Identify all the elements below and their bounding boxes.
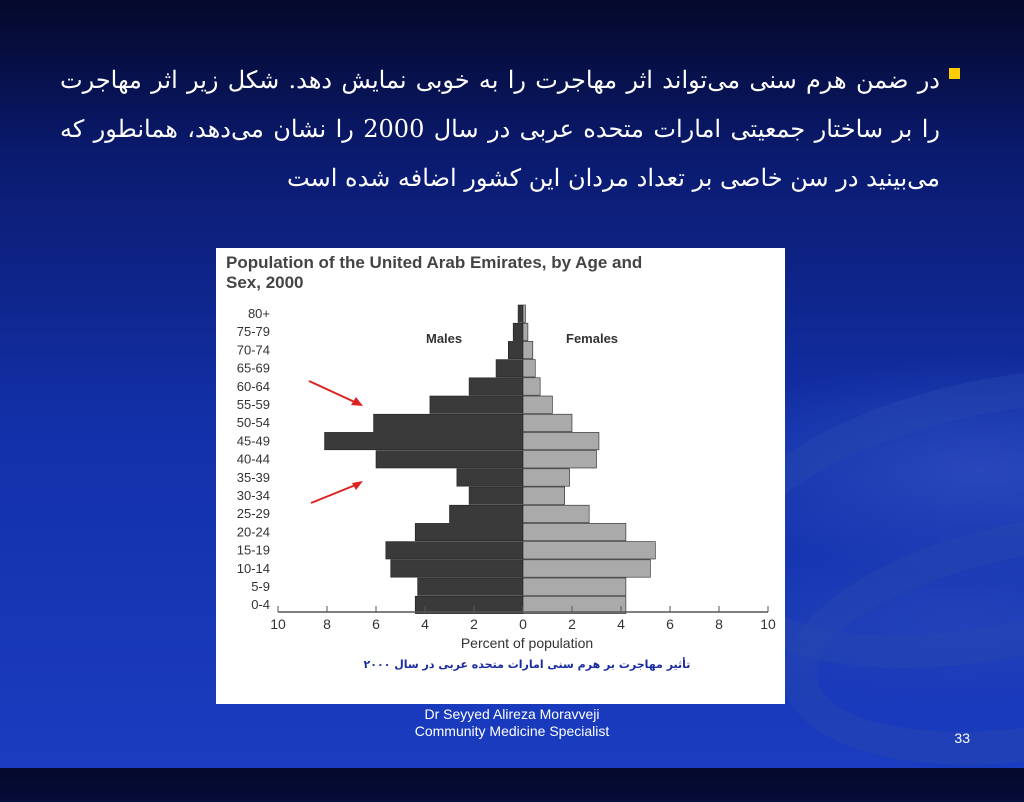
bar-males-55-59 [430, 396, 523, 413]
age-label-25-29: 25-29 [236, 506, 270, 522]
bar-females-5-9 [523, 578, 626, 595]
x-tick-label: 8 [715, 616, 723, 632]
bullet-square [949, 68, 960, 79]
age-label-50-54: 50-54 [236, 415, 270, 431]
x-tick-label: 10 [270, 616, 286, 632]
x-axis-label: Percent of population [460, 635, 594, 651]
chart-title: Population of the United Arab Emirates, by Age and [226, 253, 643, 272]
age-label-35-39: 35-39 [236, 469, 270, 485]
bar-males-10-14 [391, 560, 523, 577]
age-label-30-34: 30-34 [236, 488, 270, 503]
bar-females-60-64 [523, 378, 540, 395]
legend-females: Females [566, 331, 619, 346]
bar-females-25-29 [523, 505, 589, 522]
x-tick-label: 6 [666, 616, 674, 632]
x-tick-label: 4 [617, 616, 625, 632]
bar-females-45-49 [523, 432, 599, 449]
x-tick-label: 0 [519, 616, 527, 632]
bar-males-45-49 [325, 432, 523, 449]
bar-females-75-79 [523, 323, 528, 340]
chart-figure [216, 248, 785, 704]
chart-title-line-2: Sex, 2000 [226, 273, 304, 292]
bar-females-80+ [523, 305, 525, 322]
bar-females-70-74 [523, 341, 533, 358]
bar-males-80+ [518, 305, 523, 322]
bar-males-75-79 [513, 323, 523, 340]
bar-females-65-69 [523, 360, 535, 377]
x-tick-label: 10 [760, 616, 776, 632]
x-tick-label: 8 [323, 616, 331, 632]
bar-males-65-69 [496, 360, 523, 377]
age-label-5-9: 5-9 [251, 579, 270, 594]
age-label-75-79: 75-79 [236, 324, 270, 340]
age-label-15-19: 15-19 [236, 542, 270, 558]
bar-females-20-24 [523, 523, 626, 540]
bar-females-0-4 [523, 596, 626, 613]
x-tick-label: 4 [421, 616, 429, 632]
bar-males-0-4 [415, 596, 523, 613]
bar-females-10-14 [523, 560, 650, 577]
x-tick-label: 2 [470, 616, 478, 632]
age-label-0-4: 0-4 [251, 597, 270, 613]
slide-paragraph: در ضمن هرم سنی می‌تواند اثر مهاجرت را به خوبی نمایش دهد. شکل زیر اثر مهاجرت را بر ساختار جمعیتی امارات متحده عربی در سال 2000 را نشان می‌دهد، همانطور که می‌بینید در سن خاصی بر تعداد مردان این کشور اضافه شده است [60, 66, 941, 192]
bar-males-30-34 [469, 487, 523, 504]
bar-males-20-24 [415, 523, 523, 540]
bar-males-15-19 [386, 542, 523, 559]
bar-females-15-19 [523, 542, 655, 559]
bar-females-40-44 [523, 451, 597, 468]
bar-males-70-74 [508, 341, 523, 358]
age-label-20-24: 20-24 [236, 524, 270, 540]
x-tick-label: 6 [372, 616, 380, 632]
bar-males-5-9 [418, 578, 523, 595]
age-label-70-74: 70-74 [236, 342, 270, 358]
x-tick-label: 2 [568, 616, 576, 632]
bar-females-50-54 [523, 414, 572, 431]
legend-males: Males [426, 331, 463, 346]
footer-role: Community Medicine Specialist [414, 723, 610, 739]
age-label-65-69: 65-69 [236, 360, 270, 376]
age-label-10-14: 10-14 [236, 560, 270, 576]
bar-males-50-54 [374, 414, 523, 431]
footer-credit [370, 706, 654, 740]
bar-males-40-44 [376, 451, 523, 468]
age-label-45-49: 45-49 [236, 433, 270, 449]
bar-males-25-29 [450, 505, 524, 522]
bar-females-35-39 [523, 469, 570, 486]
arrow-annotation-upper [309, 381, 363, 406]
bar-females-30-34 [523, 487, 565, 504]
age-label-55-59: 55-59 [236, 397, 270, 412]
age-label-60-64: 60-64 [236, 378, 270, 394]
chart-caption: تأثیر مهاجرت بر هرم سنی امارات متحده عربی در سال ۲۰۰۰ [363, 658, 691, 671]
arrow-annotation-lower [311, 481, 363, 503]
bar-males-60-64 [469, 378, 523, 395]
footer-author: Dr Seyyed Alireza Moravveji [424, 706, 600, 722]
age-label-40-44: 40-44 [236, 451, 270, 467]
population-pyramid-chart [216, 248, 785, 704]
bar-males-35-39 [457, 469, 523, 486]
age-label-80+: 80+ [247, 306, 270, 321]
page-number: 33 [954, 730, 970, 746]
bar-females-55-59 [523, 396, 552, 413]
